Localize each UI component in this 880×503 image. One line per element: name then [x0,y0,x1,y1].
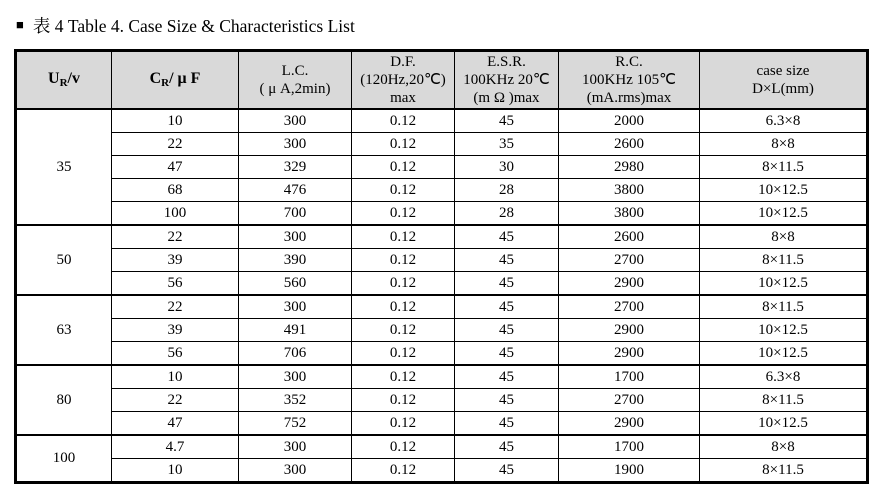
section-title [16,13,866,38]
data-cell: 0.12 [352,342,455,366]
data-cell: 2980 [559,156,700,179]
data-cell: 47 [112,412,239,436]
data-cell: 2700 [559,249,700,272]
data-cell: 1700 [559,435,700,459]
header-leakage-current: L.C. ( μ A,2min) [239,51,352,110]
data-cell: 300 [239,459,352,483]
data-cell: 0.12 [352,133,455,156]
data-cell: 0.12 [352,412,455,436]
data-cell: 10 [112,459,239,483]
data-cell: 22 [112,389,239,412]
data-cell: 0.12 [352,319,455,342]
data-cell: 10×12.5 [700,342,868,366]
data-cell: 491 [239,319,352,342]
table-row [16,133,868,156]
data-cell: 10 [112,109,239,133]
table-title-text: 表 4 Table 4. Case Size & Characteristics List [32,16,355,36]
data-cell: 4.7 [112,435,239,459]
table-row [16,459,868,483]
voltage-cell: 35 [16,109,112,225]
data-cell: 1700 [559,365,700,389]
data-cell: 45 [455,459,559,483]
data-cell: 0.12 [352,225,455,249]
data-cell: 28 [455,179,559,202]
data-cell: 45 [455,435,559,459]
data-cell: 45 [455,365,559,389]
data-cell: 2900 [559,272,700,296]
table-row [16,249,868,272]
data-cell: 8×8 [700,225,868,249]
data-cell: 22 [112,295,239,319]
voltage-cell: 50 [16,225,112,295]
data-cell: 0.12 [352,295,455,319]
voltage-cell: 80 [16,365,112,435]
data-cell: 47 [112,156,239,179]
table-row [16,389,868,412]
header-rated-voltage: UR/v [16,51,112,110]
data-cell: 0.12 [352,249,455,272]
voltage-cell: 63 [16,295,112,365]
table-header [16,51,868,110]
data-cell: 8×11.5 [700,156,868,179]
table-row [16,342,868,366]
table-row [16,202,868,226]
data-cell: 10×12.5 [700,202,868,226]
table-row [16,109,868,133]
data-cell: 6.3×8 [700,365,868,389]
case-size-table [14,49,869,484]
data-cell: 10×12.5 [700,272,868,296]
data-cell: 6.3×8 [700,109,868,133]
data-cell: 100 [112,202,239,226]
data-cell: 45 [455,295,559,319]
data-cell: 2000 [559,109,700,133]
data-cell: 300 [239,133,352,156]
data-cell: 22 [112,225,239,249]
data-cell: 0.12 [352,202,455,226]
data-cell: 45 [455,249,559,272]
table-body [16,109,868,483]
data-cell: 8×11.5 [700,295,868,319]
table-row [16,225,868,249]
table-row [16,272,868,296]
voltage-cell: 100 [16,435,112,483]
table-row [16,156,868,179]
data-cell: 68 [112,179,239,202]
header-capacitance: CR/ μ F [112,51,239,110]
table-row [16,319,868,342]
data-cell: 8×11.5 [700,459,868,483]
data-cell: 45 [455,412,559,436]
data-cell: 1900 [559,459,700,483]
data-cell: 10 [112,365,239,389]
data-cell: 45 [455,389,559,412]
data-cell: 352 [239,389,352,412]
table-row [16,365,868,389]
data-cell: 30 [455,156,559,179]
data-cell: 2600 [559,133,700,156]
data-cell: 0.12 [352,109,455,133]
data-cell: 10×12.5 [700,319,868,342]
data-cell: 2900 [559,342,700,366]
header-ripple-current: R.C. 100KHz 105℃ (mA.rms)max [559,51,700,110]
data-cell: 476 [239,179,352,202]
data-cell: 56 [112,272,239,296]
data-cell: 22 [112,133,239,156]
table-row [16,179,868,202]
data-cell: 2700 [559,295,700,319]
table-row [16,412,868,436]
data-cell: 45 [455,272,559,296]
data-cell: 329 [239,156,352,179]
data-cell: 56 [112,342,239,366]
table-row [16,435,868,459]
data-cell: 706 [239,342,352,366]
data-cell: 8×11.5 [700,389,868,412]
data-cell: 3800 [559,179,700,202]
data-cell: 560 [239,272,352,296]
data-cell: 8×11.5 [700,249,868,272]
data-cell: 45 [455,342,559,366]
data-cell: 0.12 [352,389,455,412]
data-cell: 10×12.5 [700,179,868,202]
data-cell: 45 [455,225,559,249]
data-cell: 45 [455,319,559,342]
data-cell: 2900 [559,412,700,436]
data-cell: 8×8 [700,133,868,156]
data-cell: 0.12 [352,365,455,389]
data-cell: 390 [239,249,352,272]
square-bullet-icon: ■ [16,17,24,32]
data-cell: 39 [112,319,239,342]
data-cell: 3800 [559,202,700,226]
data-cell: 0.12 [352,272,455,296]
data-cell: 2900 [559,319,700,342]
data-cell: 10×12.5 [700,412,868,436]
data-cell: 700 [239,202,352,226]
header-dissipation-factor: D.F. (120Hz,20℃) max [352,51,455,110]
data-cell: 2600 [559,225,700,249]
data-cell: 45 [455,109,559,133]
data-cell: 28 [455,202,559,226]
table-row [16,295,868,319]
header-esr: E.S.R. 100KHz 20℃ (m Ω )max [455,51,559,110]
data-cell: 8×8 [700,435,868,459]
data-cell: 0.12 [352,459,455,483]
data-cell: 300 [239,365,352,389]
data-cell: 300 [239,435,352,459]
data-cell: 752 [239,412,352,436]
data-cell: 35 [455,133,559,156]
data-cell: 0.12 [352,435,455,459]
data-cell: 300 [239,109,352,133]
header-case-size: case size D×L(mm) [700,51,868,110]
data-cell: 300 [239,295,352,319]
data-cell: 0.12 [352,179,455,202]
data-cell: 2700 [559,389,700,412]
data-cell: 39 [112,249,239,272]
data-cell: 0.12 [352,156,455,179]
data-cell: 300 [239,225,352,249]
